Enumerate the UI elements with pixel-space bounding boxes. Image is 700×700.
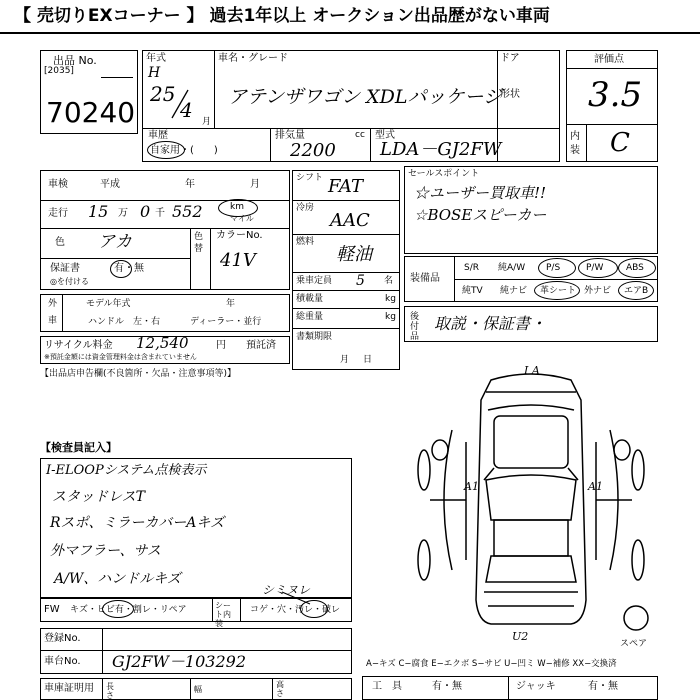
inspection-year-unit: 年 — [185, 179, 195, 190]
lot-label: 出品 No. — [53, 54, 97, 67]
mileage-man-unit: 万 — [118, 208, 128, 219]
cert-label: 車庫証明用 — [44, 683, 94, 694]
score-value: 3.5 — [588, 75, 643, 115]
jack-label: ジャッキ — [516, 681, 556, 692]
model-name-label: 車名・グレード — [218, 53, 288, 64]
foreign-handle: ハンドル 左・右 — [88, 317, 161, 327]
gross-unit: kg — [385, 312, 396, 322]
aircon-value: AAC — [330, 210, 370, 231]
usage-label: 車歴 — [148, 130, 168, 141]
cert-width: 幅 — [194, 685, 202, 694]
foreign-dealer: ディーラー・並行 — [190, 317, 262, 327]
mileage-sen-unit: 千 — [155, 208, 165, 219]
color-label: 色 — [55, 237, 65, 248]
tools-options: 有・無 — [432, 681, 462, 692]
displacement-label: 排気量 — [275, 130, 305, 141]
equipment-label: 装備品 — [410, 273, 440, 284]
model-code-value: LDA－GJ2FW — [380, 139, 502, 160]
legend-text: A−キズ C−腐食 E−エクボ S−サビ U−凹ミ W−補修 XX−交換済 — [366, 659, 617, 669]
foreign-year-unit: 年 — [226, 299, 236, 309]
foreign-year-label: モデル年式 — [86, 299, 131, 309]
seat-note: シミヌレ — [262, 583, 311, 597]
equip-ps: P/S — [546, 263, 561, 273]
equip-abs: ABS — [626, 263, 644, 273]
load-unit: kg — [385, 294, 396, 304]
capacity-unit: 名 — [384, 276, 394, 286]
inspection-label: 車検 — [48, 179, 68, 190]
recycle-note: ※預託金額には資金管理料金は含まれていません — [44, 353, 197, 361]
inspection-era: 平成 — [100, 179, 120, 190]
car-outline — [418, 374, 648, 630]
front-mark: I A — [524, 364, 540, 377]
sales-point-2: ☆BOSEスピーカー — [414, 206, 547, 224]
year-month: 4 — [180, 98, 193, 122]
gross-label: 総重量 — [296, 312, 324, 322]
sales-points-label: セールスポイント — [408, 169, 480, 179]
capacity-label: 乗車定員 — [296, 276, 333, 286]
fuel-label: 燃料 — [296, 237, 315, 247]
spare-label: スペア — [620, 639, 648, 649]
jack-options: 有・無 — [588, 681, 618, 692]
color-change-label: 色替 — [194, 232, 204, 254]
seat-options: コゲ・穴・汚レ・破レ — [250, 605, 341, 615]
mileage-rest: 552 — [172, 202, 203, 221]
lot-box — [40, 50, 138, 134]
score-label: 評価点 — [594, 54, 624, 65]
inspector-line-3: Rスポ、ミラーカバーAキズ — [50, 515, 225, 531]
color-value: アカ — [98, 232, 132, 252]
lot-sub-number: [2035] — [44, 66, 74, 76]
cert-height: 高さ — [276, 680, 284, 698]
page-title: 【 売切りEXコーナー 】 過去1年以上 オークション出品歴がない車両 — [14, 6, 550, 26]
lot-number: 70240 — [46, 96, 136, 129]
year-label: 年式 — [146, 53, 166, 64]
registration-label: 登録No. — [44, 633, 81, 644]
fw-label: FW — [44, 604, 60, 615]
header-bar — [0, 0, 700, 34]
displacement-unit: cc — [355, 130, 365, 140]
mileage-man: 15 — [88, 202, 109, 221]
interior-value: C — [610, 128, 630, 158]
transmission-label: シフト — [296, 173, 324, 183]
equip-aw: 純A/W — [498, 263, 526, 273]
doc-expiry-label: 書類期限 — [296, 332, 333, 342]
recycle-unit: 円 — [216, 340, 226, 351]
inspector-line-2: スタッドレスT — [52, 489, 145, 505]
chassis-value: GJ2FW－103292 — [112, 652, 247, 671]
tools-label: 工 具 — [372, 681, 402, 692]
recycle-label: リサイクル料金 — [44, 340, 113, 351]
bottom-mark: U2 — [512, 630, 529, 643]
chassis-label: 車台No. — [44, 656, 81, 667]
aircon-label: 冷房 — [296, 203, 315, 213]
inspector-line-1: I-ELOOPシステム点検表示 — [46, 463, 207, 478]
foreign-label-bottom: 車 — [48, 316, 58, 326]
fw-options: キズ・ヒビ有・割レ・リペア — [70, 605, 187, 615]
inspector-line-5: A/W、ハンドルキズ — [54, 571, 181, 587]
cert-length: 長さ — [106, 682, 114, 700]
equip-sr: S/R — [464, 263, 479, 273]
mileage-sen: 0 — [140, 202, 151, 221]
year-era: H — [148, 65, 161, 81]
mileage-mile: マイル — [230, 214, 254, 223]
right-mark: A1 — [588, 480, 603, 493]
mileage-unit: km — [230, 202, 244, 212]
interior-label: 内装 — [570, 131, 580, 156]
shape-label: 形状 — [500, 89, 520, 100]
equip-ext-navi: 外ナビ — [584, 286, 612, 296]
recycle-deposit: 預託済 — [246, 340, 276, 351]
rear-items-label: 後付品 — [410, 312, 420, 342]
equip-airbag: エアB — [624, 286, 649, 296]
left-mark: A1 — [464, 480, 479, 493]
usage-value: 自家用・( ) — [150, 145, 218, 156]
displacement-value: 2200 — [290, 140, 336, 161]
inspector-line-4: 外マフラー、サス — [50, 543, 161, 559]
capacity-value: 5 — [356, 273, 365, 289]
model-name-value: アテンザワゴン XDLパッケージ — [228, 86, 503, 108]
fuel-value: 軽油 — [336, 244, 372, 265]
color-code-value: 41V — [220, 250, 256, 271]
color-code-label: カラーNo. — [216, 230, 263, 241]
equip-navi: 純ナビ — [500, 286, 528, 296]
equip-leather: 革シート — [540, 286, 577, 296]
inspector-label: 【検査員記入】 — [40, 441, 117, 454]
seat-label: シート内装 — [215, 601, 231, 628]
car-diagram — [406, 360, 656, 643]
inspection-month-unit: 月 — [250, 179, 260, 190]
mileage-label: 走行 — [48, 208, 68, 219]
equip-pw: P/W — [586, 263, 604, 273]
sales-point-1: ☆ユーザー買取車!! — [414, 184, 547, 202]
seller-note-label: 【出品店申告欄(不良箇所・欠品・注意事項等)】 — [40, 369, 237, 379]
doc-expiry-unit: 月日 — [340, 355, 387, 365]
rear-items-value: 取説・保証書・ — [434, 314, 547, 333]
warranty-note: ◎を付ける — [50, 277, 89, 286]
equip-tv: 純TV — [462, 286, 483, 296]
door-label: ドア — [500, 53, 520, 64]
model-code-label: 型式 — [375, 130, 395, 141]
warranty-options: 有・無 — [114, 263, 144, 274]
warranty-label: 保証書 — [50, 263, 80, 274]
year-value: 25 — [150, 82, 176, 106]
recycle-value: 12,540 — [136, 334, 189, 352]
transmission-value: FAT — [328, 176, 363, 197]
year-month-unit: 月 — [202, 117, 212, 127]
load-label: 積載量 — [296, 294, 324, 304]
foreign-label-top: 外 — [48, 299, 58, 309]
